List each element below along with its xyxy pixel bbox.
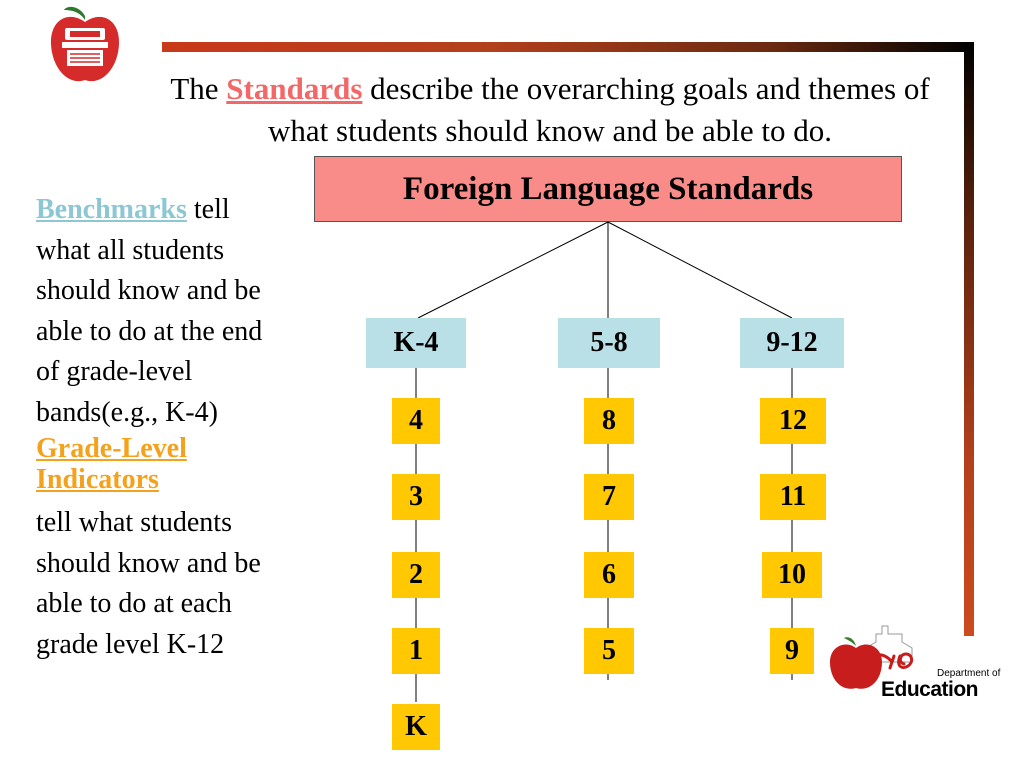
grade-12: 12 [760, 398, 826, 444]
gli-description: tell what students should know and be able to do at each grade level K-12 [36, 507, 261, 660]
logo-dept-text: Department of [937, 668, 1001, 679]
band-5-8: 5-8 [558, 318, 660, 368]
grade-7: 7 [584, 474, 634, 520]
band-9-12: 9-12 [740, 318, 844, 368]
grade-4: 4 [392, 398, 440, 444]
grade-9: 9 [770, 628, 814, 674]
band-k-4: K-4 [366, 318, 466, 368]
grade-2: 2 [392, 552, 440, 598]
grade-11: 11 [760, 474, 826, 520]
subtitle-post: describe the overarching goals and themes of what students should know and be able to do. [268, 71, 930, 148]
benchmarks-description: tell what all students should know and be able to do at the end of grade-level bands(e.g., K-4) [36, 194, 263, 428]
grade-level-indicators-link[interactable]: Grade-Level Indicators [36, 433, 187, 495]
grade-8: 8 [584, 398, 634, 444]
grade-k: K [392, 704, 440, 750]
grade-10: 10 [762, 552, 822, 598]
foreign-language-standards-box: Foreign Language Standards [314, 156, 902, 222]
logo-education-text: Education [881, 678, 979, 701]
grade-1: 1 [392, 628, 440, 674]
benchmarks-link[interactable]: Benchmarks [36, 194, 187, 225]
grade-6: 6 [584, 552, 634, 598]
grade-5: 5 [584, 628, 634, 674]
subtitle-pre: The [170, 71, 227, 106]
standards-link[interactable]: Standards [226, 71, 363, 106]
grade-3: 3 [392, 474, 440, 520]
